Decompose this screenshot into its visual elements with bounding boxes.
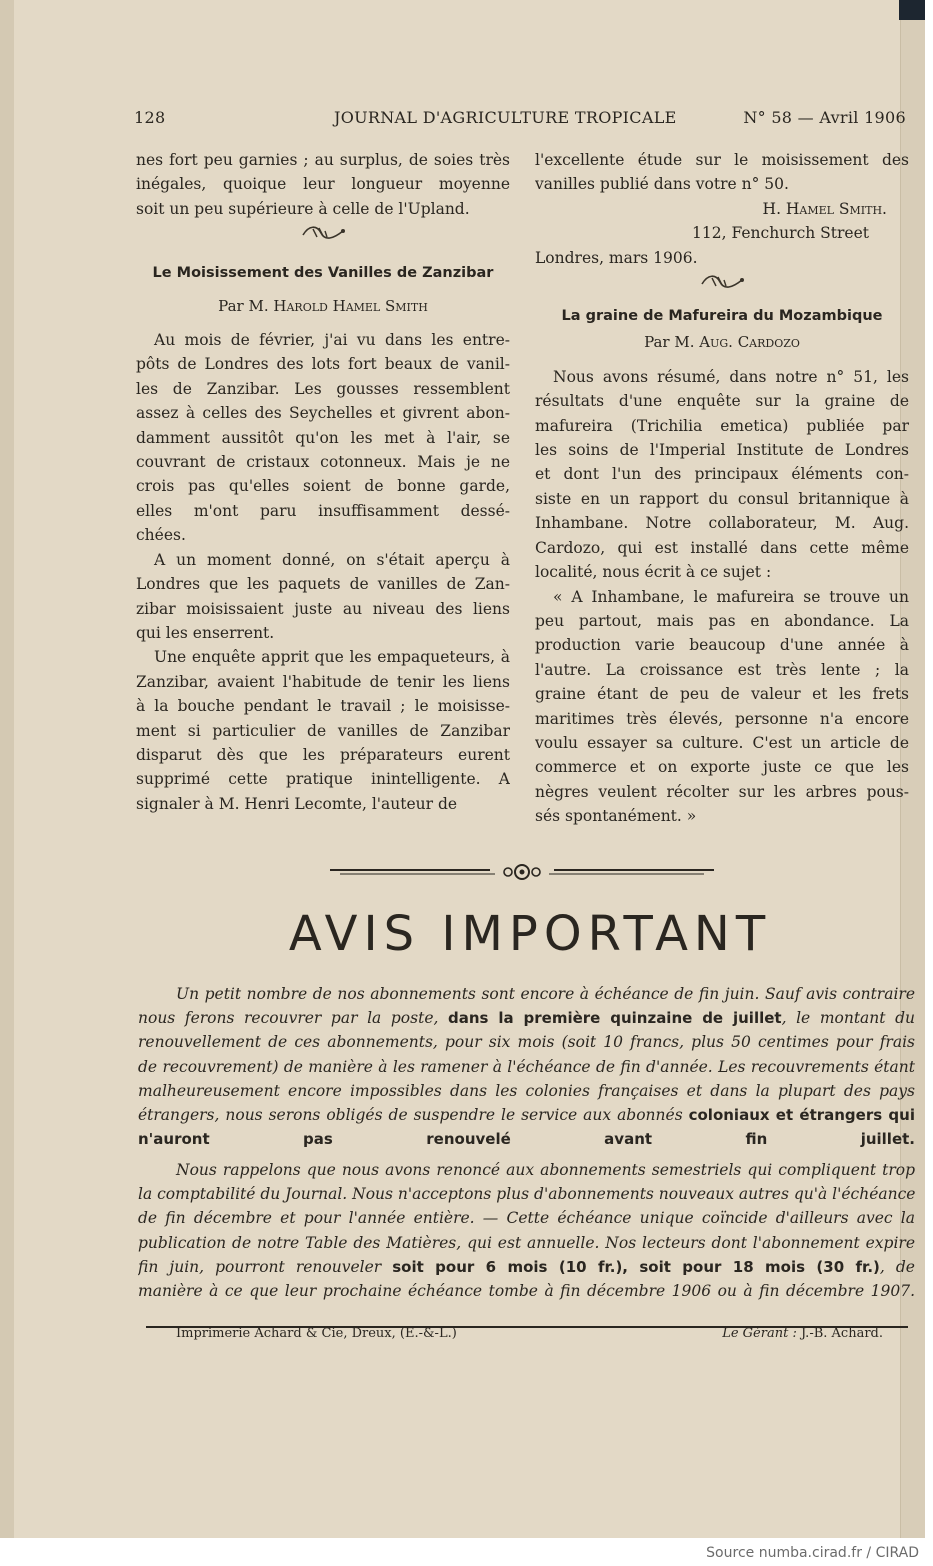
- notice-line: [138, 1231, 915, 1255]
- text-line: assez à celles des Seychelles et givrent abon-: [136, 404, 510, 423]
- text-line: Londres que les paquets de vanilles de Zan-: [136, 575, 510, 594]
- text-line: vanilles publié dans votre n° 50.: [535, 175, 789, 194]
- gerant-name: J.-B. Achard.: [800, 1326, 883, 1341]
- text-line: voulu essayer sa culture. C'est un article de: [535, 733, 909, 752]
- text-line: nègres veulent récolter sur les arbres pous-: [535, 782, 909, 801]
- left-intro: [136, 148, 510, 221]
- text-line: Une enquête apprit que les empaqueteurs, à: [154, 648, 510, 667]
- text-line: Inhambane. Notre collaborateur, M. Aug.: [535, 514, 909, 533]
- text-line: siste en un rapport du consul britannique à: [535, 489, 909, 508]
- text-line: zibar moisissaient juste au niveau des liens: [136, 599, 510, 618]
- italic-run: , de: [879, 1257, 915, 1276]
- signature-name: H. Hamel Smith.: [762, 199, 887, 218]
- bold-run: n'auront pas renouvelé avant fin juillet.: [138, 1130, 915, 1149]
- italic-run: étrangers, nous serons obligés de suspendre le service aux abonnés: [138, 1106, 689, 1125]
- ornamental-rule-icon: [330, 862, 714, 884]
- right-paragraph: [535, 585, 909, 829]
- text-line: mafureira (Trichilia emetica) publiée par: [535, 416, 909, 435]
- italic-run: renouvellement de ces abonnements, pour six mois (soit 10 francs, plus 50 centimes pour frais: [138, 1033, 915, 1052]
- text-line: l'autre. La croissance est très lente ; la: [535, 660, 909, 679]
- italic-run: malheureusement encore impossibles dans les colonies françaises et dans la plupart des pays: [138, 1081, 915, 1100]
- text-line: Au mois de février, j'ai vu dans les entre-: [154, 331, 510, 350]
- italic-run: manière à ce que leur prochaine échéance tombe à fin décembre 1906 ou à fin décembre 1907.: [138, 1282, 915, 1301]
- fleuron-icon: [299, 223, 347, 243]
- notice-line: [138, 1103, 915, 1127]
- text-line: nes fort peu garnies ; au surplus, de soies très: [136, 151, 510, 169]
- text-line: peu partout, mais pas en abondance. La: [535, 611, 909, 630]
- italic-run: , le montant du: [781, 1009, 915, 1028]
- left-column: [136, 148, 510, 816]
- text-line: A un moment donné, on s'était aperçu à: [154, 550, 510, 569]
- text-line: inégales, quoique leur longueur moyenne: [136, 175, 510, 194]
- text-line: l'excellente étude sur le moisissement des: [535, 151, 909, 169]
- text-line: qui les enserrent.: [136, 623, 275, 642]
- signature-address: 112, Fenchurch Street: [692, 224, 869, 243]
- italic-run: publication de notre Table des Matières, qui est annuelle. Nos lecteurs dont l'abonnement expire: [138, 1233, 915, 1252]
- text-line: crois pas qu'elles soient de bonne garde,: [136, 477, 510, 496]
- text-line: supprimé cette pratique inintelligente. A: [136, 770, 510, 789]
- left-paragraph: [136, 328, 510, 548]
- text-line: graine étant de peu de valeur et les frets: [535, 685, 909, 704]
- byline-vanilles: [136, 294, 510, 318]
- left-paragraphs: [136, 328, 510, 816]
- notice-heading: AVIS IMPORTANT: [288, 906, 772, 962]
- text-line: signaler à M. Henri Lecomte, l'auteur de: [136, 794, 458, 813]
- printer-imprint: Imprimerie Achard & Cie, Dreux, (E.-&-L.): [176, 1326, 457, 1341]
- text-line: Cardozo, qui est installé dans cette même: [535, 538, 909, 557]
- byline-prefix: Par M.: [218, 296, 269, 315]
- article-title-mafureira: La graine de Mafureira du Mozambique: [561, 308, 883, 325]
- right-paragraph: [535, 365, 909, 585]
- notice-line: [138, 1206, 915, 1230]
- text-line: Zanzibar, avaient l'habitude de tenir les liens: [136, 672, 510, 691]
- text-line: les soins de l'Imperial Institute de Londres: [535, 441, 909, 460]
- notice-line: [138, 1079, 915, 1103]
- notice-line: [138, 1279, 915, 1303]
- text-line: à la bouche pendant le travail ; le moisisse-: [136, 697, 510, 716]
- byline-prefix: Par M.: [644, 333, 695, 352]
- text-line: chées.: [136, 526, 186, 545]
- scan-corner: [899, 0, 925, 20]
- journal-title: JOURNAL D'AGRICULTURE TROPICALE: [334, 108, 677, 127]
- notice-paragraph-2: [138, 1158, 915, 1303]
- text-line: les de Zanzibar. Les gousses ressemblent: [136, 379, 510, 398]
- bold-run: coloniaux et étrangers qui: [688, 1106, 915, 1125]
- page-left-edge: [0, 0, 14, 1538]
- notice-line: [138, 1182, 915, 1206]
- text-line: résultats d'une enquête sur la graine de: [535, 392, 909, 411]
- italic-run: Un petit nombre de nos abonnements sont encore à échéance de fin juin. Sauf avis contraire: [176, 985, 915, 1003]
- italic-run: de recouvrement) de manière à les ramener à l'échéance de fin d'année. Les recouvrements étant: [138, 1057, 915, 1076]
- text-line: commerce et on exporte juste ce que les: [535, 758, 909, 777]
- notice-line: [138, 1127, 915, 1151]
- text-line: ment si particulier de vanilles de Zanzibar: [136, 721, 510, 740]
- issue-label: N° 58 — Avril 1906: [743, 108, 906, 127]
- bold-run: dans la première quinzaine de juillet: [448, 1009, 782, 1028]
- italic-run: nous ferons recouvrer par la poste,: [138, 1009, 449, 1028]
- left-paragraph: [136, 548, 510, 646]
- bold-run: soit pour 6 mois (10 fr.), soit pour 18 mois (30 fr.): [392, 1257, 880, 1276]
- text-line: couvrant de cristaux cotonneux. Mais je ne: [136, 453, 510, 472]
- source-credit: Source numba.cirad.fr / CIRAD: [706, 1545, 919, 1561]
- signature-place-date: Londres, mars 1906.: [535, 248, 698, 267]
- byline-author: Harold Hamel Smith: [273, 296, 428, 315]
- italic-run: de fin décembre et pour l'année entière. — Cette échéance unique coïncide d'ailleurs avec la: [138, 1209, 915, 1228]
- text-line: damment aussitôt qu'on les met à l'air, se: [136, 428, 510, 447]
- notice-line: [138, 1006, 915, 1030]
- fleuron-ornament: [535, 270, 909, 304]
- running-header: [134, 108, 906, 130]
- text-line: disparut dès que les préparateurs eurent: [136, 745, 510, 764]
- notice-line: [138, 1158, 915, 1182]
- text-line: maritimes très élevés, personne n'a encore: [535, 709, 909, 728]
- text-line: pôts de Londres des lots fort beaux de vanil-: [136, 355, 510, 374]
- left-paragraph: [136, 645, 510, 816]
- text-line: et dont l'un des principaux éléments con-: [535, 465, 909, 484]
- notice-line: [138, 982, 915, 1006]
- italic-run: Nous rappelons que nous avons renoncé aux abonnements semestriels qui compliquent trop: [176, 1161, 915, 1179]
- gerant-line: [722, 1326, 883, 1341]
- text-line: Nous avons résumé, dans notre n° 51, les: [553, 367, 909, 386]
- text-line: production varie beaucoup d'une année à: [535, 636, 909, 655]
- text-line: soit un peu supérieure à celle de l'Upland.: [136, 199, 470, 218]
- fleuron-ornament: [136, 221, 510, 255]
- italic-run: la comptabilité du Journal. Nous n'acceptons plus d'abonnements nouveaux autres qu'à l'échéance: [138, 1185, 915, 1204]
- right-intro: [535, 148, 909, 197]
- text-line: elles m'ont paru insuffisamment dessé-: [136, 501, 510, 520]
- notice-paragraph-1: [138, 982, 915, 1151]
- text-line: localité, nous écrit à ce sujet :: [535, 563, 772, 582]
- notice-line: [138, 1030, 915, 1054]
- gerant-label: Le Gérant :: [722, 1326, 797, 1341]
- right-column: [535, 148, 909, 829]
- text-line: « A Inhambane, le mafureira se trouve un: [553, 587, 909, 606]
- page-number: 128: [134, 108, 166, 127]
- notice-line: [138, 1255, 915, 1279]
- italic-run: fin juin, pourront renouveler: [138, 1257, 393, 1276]
- byline-author: Aug. Cardozo: [699, 333, 800, 352]
- byline-mafureira: [535, 330, 909, 354]
- notice-line: [138, 1055, 915, 1079]
- text-line: sés spontanément. »: [535, 807, 697, 826]
- right-paragraphs: [535, 365, 909, 829]
- article-title-vanilles: Le Moisissement des Vanilles de Zanzibar: [152, 265, 494, 282]
- fleuron-icon: [698, 272, 746, 292]
